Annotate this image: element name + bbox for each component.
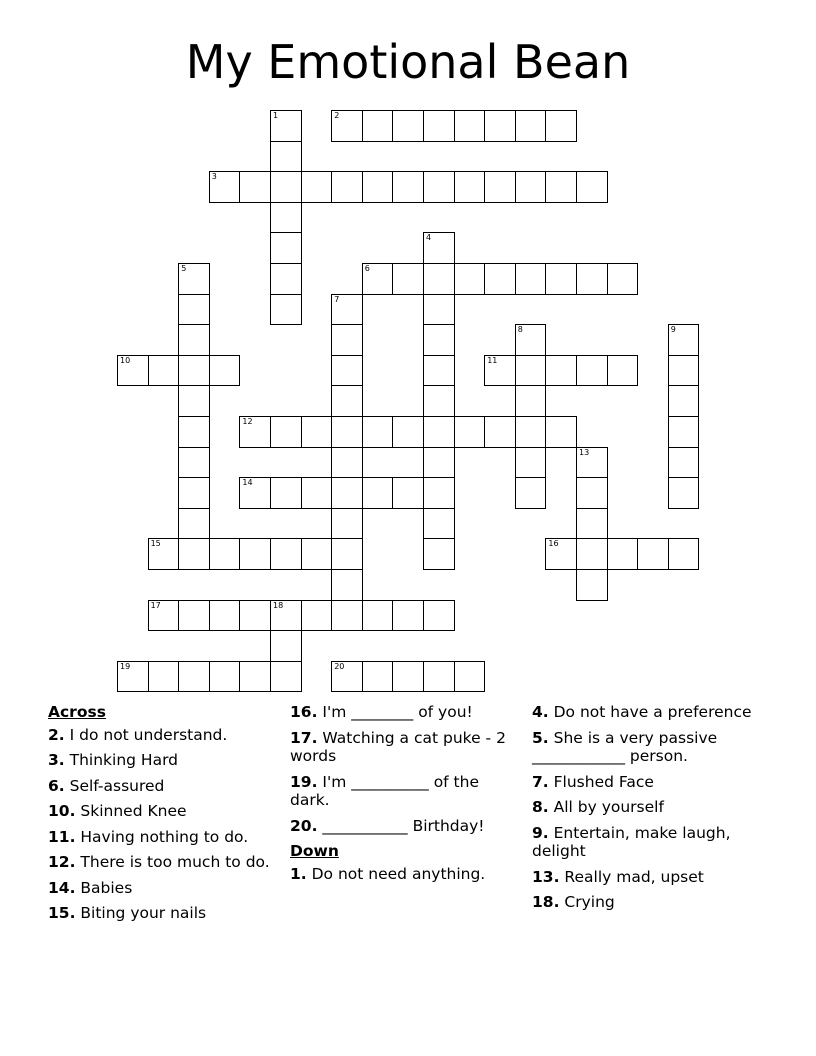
- grid-cell[interactable]: [668, 385, 700, 417]
- clue-across-3: 3. Thinking Hard: [48, 751, 179, 769]
- grid-cell-17[interactable]: [148, 600, 180, 632]
- grid-cell[interactable]: [515, 477, 547, 509]
- grid-cell[interactable]: [362, 600, 394, 632]
- grid-cell[interactable]: [484, 263, 516, 295]
- grid-cell[interactable]: [178, 385, 210, 417]
- across-heading: Across: [48, 703, 106, 721]
- grid-cell[interactable]: [392, 171, 424, 203]
- grid-cell[interactable]: [454, 661, 486, 693]
- grid-cell-18[interactable]: [270, 600, 302, 632]
- clue-across-17: 17. Watching a cat puke - 2 words: [290, 728, 506, 765]
- clue-across-6: 6. Self-assured: [48, 776, 165, 795]
- clue-across-11: 11. Having nothing to do.: [48, 827, 249, 846]
- grid-cell[interactable]: [270, 263, 302, 295]
- grid-cell[interactable]: [515, 263, 547, 295]
- clue-down-13: 13. Really mad, upset: [532, 867, 704, 886]
- grid-cell[interactable]: [515, 171, 547, 203]
- clue-across-10: 10. Skinned Knee: [48, 802, 187, 820]
- grid-cell[interactable]: [270, 416, 302, 448]
- clue-across-14: 14. Babies: [48, 878, 133, 897]
- grid-cell[interactable]: [362, 171, 394, 203]
- cell-number: 3: [211, 172, 217, 182]
- cell-number: 5: [181, 264, 187, 273]
- grid-cell[interactable]: [545, 110, 577, 142]
- grid-cell[interactable]: [515, 385, 547, 417]
- clue-down-1: 1. Do not need anything.: [290, 864, 486, 883]
- grid-cell[interactable]: [515, 416, 547, 448]
- grid-cell[interactable]: [484, 416, 516, 448]
- grid-cell[interactable]: [331, 385, 363, 417]
- grid-cell-2[interactable]: [331, 110, 363, 142]
- grid-cell[interactable]: [576, 569, 608, 601]
- cell-number: 12: [242, 417, 253, 426]
- grid-cell[interactable]: [423, 447, 455, 479]
- grid-cell[interactable]: [209, 661, 241, 693]
- grid-cell[interactable]: [301, 416, 333, 448]
- cell-number: 13: [579, 447, 590, 457]
- grid-cell[interactable]: [576, 477, 608, 509]
- grid-cell[interactable]: [178, 355, 210, 387]
- grid-cell[interactable]: [607, 355, 639, 387]
- grid-cell[interactable]: [576, 263, 608, 295]
- page-title: My Emotional Bean: [185, 35, 631, 89]
- grid-cell-14[interactable]: [239, 477, 271, 509]
- grid-cell-6[interactable]: [362, 263, 394, 295]
- clue-across-15: 15. Biting your nails: [48, 904, 207, 922]
- clue-across-20: 20. ___________ Birthday!: [290, 816, 485, 835]
- grid-cell-4[interactable]: [423, 232, 455, 264]
- grid-cell[interactable]: [270, 232, 302, 264]
- grid-cell[interactable]: [301, 600, 333, 632]
- grid-cell-3[interactable]: [209, 171, 241, 203]
- grid-cell[interactable]: [423, 661, 455, 693]
- clue-column-2: [290, 703, 516, 890]
- grid-cell[interactable]: [209, 538, 241, 570]
- clue-down-8: 8. All by yourself: [532, 798, 664, 816]
- grid-cell[interactable]: [178, 294, 210, 326]
- clue-column-1: [48, 703, 280, 930]
- grid-cell-19[interactable]: [117, 661, 149, 693]
- clue-down-5: 5. She is a very passive ____________ person.: [532, 728, 718, 765]
- grid-cell[interactable]: [209, 600, 241, 632]
- clue-across-2: 2. I do not understand.: [48, 725, 228, 744]
- clue-across-16: 16. I'm ________ of you!: [290, 703, 473, 721]
- grid-cell[interactable]: [423, 416, 455, 448]
- grid-cell[interactable]: [423, 324, 455, 356]
- grid-cell[interactable]: [423, 355, 455, 387]
- grid-cell-15[interactable]: [148, 538, 180, 570]
- grid-cell[interactable]: [607, 263, 639, 295]
- grid-cell[interactable]: [148, 355, 180, 387]
- grid-cell[interactable]: [545, 416, 577, 448]
- clue-column-3: [532, 703, 764, 919]
- clue-down-4: 4. Do not have a preference: [532, 703, 752, 721]
- grid-cell[interactable]: [270, 171, 302, 203]
- grid-cell[interactable]: [545, 171, 577, 203]
- grid-cell[interactable]: [362, 661, 394, 693]
- grid-cell[interactable]: [270, 202, 302, 234]
- grid-cell[interactable]: [331, 569, 363, 601]
- grid-cell[interactable]: [239, 661, 271, 693]
- grid-cell[interactable]: [484, 110, 516, 142]
- grid-cell[interactable]: [668, 477, 700, 509]
- grid-cell[interactable]: [668, 355, 700, 387]
- grid-cell[interactable]: [270, 477, 302, 509]
- grid-cell[interactable]: [392, 416, 424, 448]
- grid-cell[interactable]: [668, 416, 700, 448]
- grid-cell[interactable]: [454, 263, 486, 295]
- grid-cell[interactable]: [331, 324, 363, 356]
- grid-cell[interactable]: [607, 538, 639, 570]
- grid-cell[interactable]: [515, 447, 547, 479]
- grid-cell-13[interactable]: [576, 447, 608, 479]
- grid-cell[interactable]: [178, 447, 210, 479]
- grid-cell[interactable]: [239, 171, 271, 203]
- grid-cell[interactable]: [423, 263, 455, 295]
- grid-cell-20[interactable]: [331, 661, 363, 693]
- grid-cell[interactable]: [423, 508, 455, 540]
- grid-cell[interactable]: [576, 171, 608, 203]
- grid-cell-7[interactable]: [331, 294, 363, 326]
- grid-cell[interactable]: [331, 171, 363, 203]
- grid-cell[interactable]: [545, 263, 577, 295]
- grid-cell[interactable]: [668, 538, 700, 570]
- grid-cell[interactable]: [423, 600, 455, 632]
- clue-across-12: 12. There is too much to do.: [48, 853, 270, 871]
- cell-number: 17: [150, 600, 161, 610]
- grid-cell[interactable]: [515, 355, 547, 387]
- cell-number: 11: [487, 355, 498, 365]
- cell-number: 7: [334, 294, 340, 304]
- grid-cell[interactable]: [301, 538, 333, 570]
- grid-cell[interactable]: [362, 110, 394, 142]
- grid-cell[interactable]: [423, 385, 455, 417]
- grid-cell[interactable]: [545, 355, 577, 387]
- grid-cell[interactable]: [392, 263, 424, 295]
- grid-cell-11[interactable]: [484, 355, 516, 387]
- cell-number: 14: [242, 478, 253, 488]
- cell-number: 19: [120, 661, 131, 671]
- cell-number: 20: [334, 661, 345, 671]
- grid-cell[interactable]: [331, 538, 363, 570]
- grid-cell[interactable]: [301, 477, 333, 509]
- grid-cell[interactable]: [270, 141, 302, 173]
- grid-cell[interactable]: [331, 416, 363, 448]
- grid-cell[interactable]: [270, 538, 302, 570]
- grid-cell[interactable]: [392, 600, 424, 632]
- grid-cell[interactable]: [576, 538, 608, 570]
- grid-cell[interactable]: [362, 477, 394, 509]
- grid-cell[interactable]: [331, 447, 363, 479]
- cell-number: 10: [120, 355, 131, 365]
- grid-cell[interactable]: [637, 538, 669, 570]
- grid-cell-9[interactable]: [668, 324, 700, 356]
- down-heading: Down: [290, 842, 339, 860]
- grid-cell[interactable]: [392, 477, 424, 509]
- grid-cell[interactable]: [239, 600, 271, 632]
- grid-cell[interactable]: [178, 661, 210, 693]
- grid-cell-5[interactable]: [178, 263, 210, 295]
- grid-cell[interactable]: [331, 355, 363, 387]
- grid-cell[interactable]: [668, 447, 700, 479]
- grid-cell[interactable]: [454, 416, 486, 448]
- grid-cell[interactable]: [331, 477, 363, 509]
- grid-cell[interactable]: [301, 171, 333, 203]
- grid-cell-12[interactable]: [239, 416, 271, 448]
- grid-cell[interactable]: [178, 416, 210, 448]
- grid-cell[interactable]: [423, 538, 455, 570]
- cell-number: 2: [334, 111, 340, 120]
- cell-number: 8: [517, 325, 523, 335]
- cell-number: 15: [150, 539, 161, 549]
- cell-number: 9: [670, 325, 676, 335]
- grid-cell[interactable]: [392, 661, 424, 693]
- grid-cell[interactable]: [423, 171, 455, 203]
- grid-cell[interactable]: [515, 110, 547, 142]
- cell-number: 1: [273, 111, 279, 120]
- clue-down-7: 7. Flushed Face: [532, 772, 654, 791]
- grid-cell[interactable]: [270, 661, 302, 693]
- grid-cell[interactable]: [178, 477, 210, 509]
- grid-cell[interactable]: [423, 110, 455, 142]
- grid-cell[interactable]: [454, 171, 486, 203]
- grid-cell[interactable]: [362, 416, 394, 448]
- grid-cell-16[interactable]: [545, 538, 577, 570]
- grid-cell-10[interactable]: [117, 355, 149, 387]
- grid-cell[interactable]: [178, 600, 210, 632]
- grid-cell[interactable]: [392, 110, 424, 142]
- grid-cell[interactable]: [576, 355, 608, 387]
- grid-cell[interactable]: [331, 600, 363, 632]
- grid-cell[interactable]: [239, 538, 271, 570]
- grid-cell[interactable]: [270, 294, 302, 326]
- grid-cell-8[interactable]: [515, 324, 547, 356]
- grid-cell[interactable]: [331, 508, 363, 540]
- cell-number: 18: [273, 600, 284, 610]
- grid-cell[interactable]: [576, 508, 608, 540]
- clue-across-19: 19. I'm __________ of the dark.: [290, 772, 479, 809]
- grid-cell[interactable]: [178, 324, 210, 356]
- grid-cell[interactable]: [178, 538, 210, 570]
- clue-down-9: 9. Entertain, make laugh, delight: [532, 823, 731, 860]
- cell-number: 16: [548, 539, 559, 549]
- grid-cell[interactable]: [270, 630, 302, 662]
- grid-cell[interactable]: [178, 508, 210, 540]
- grid-cell[interactable]: [209, 355, 241, 387]
- grid-cell[interactable]: [148, 661, 180, 693]
- clue-down-18: 18. Crying: [532, 893, 615, 911]
- grid-cell[interactable]: [423, 294, 455, 326]
- grid-cell[interactable]: [454, 110, 486, 142]
- grid-cell-1[interactable]: [270, 110, 302, 142]
- grid-cell[interactable]: [423, 477, 455, 509]
- cell-number: 6: [364, 264, 370, 273]
- cell-number: 4: [426, 233, 432, 243]
- grid-cell[interactable]: [484, 171, 516, 203]
